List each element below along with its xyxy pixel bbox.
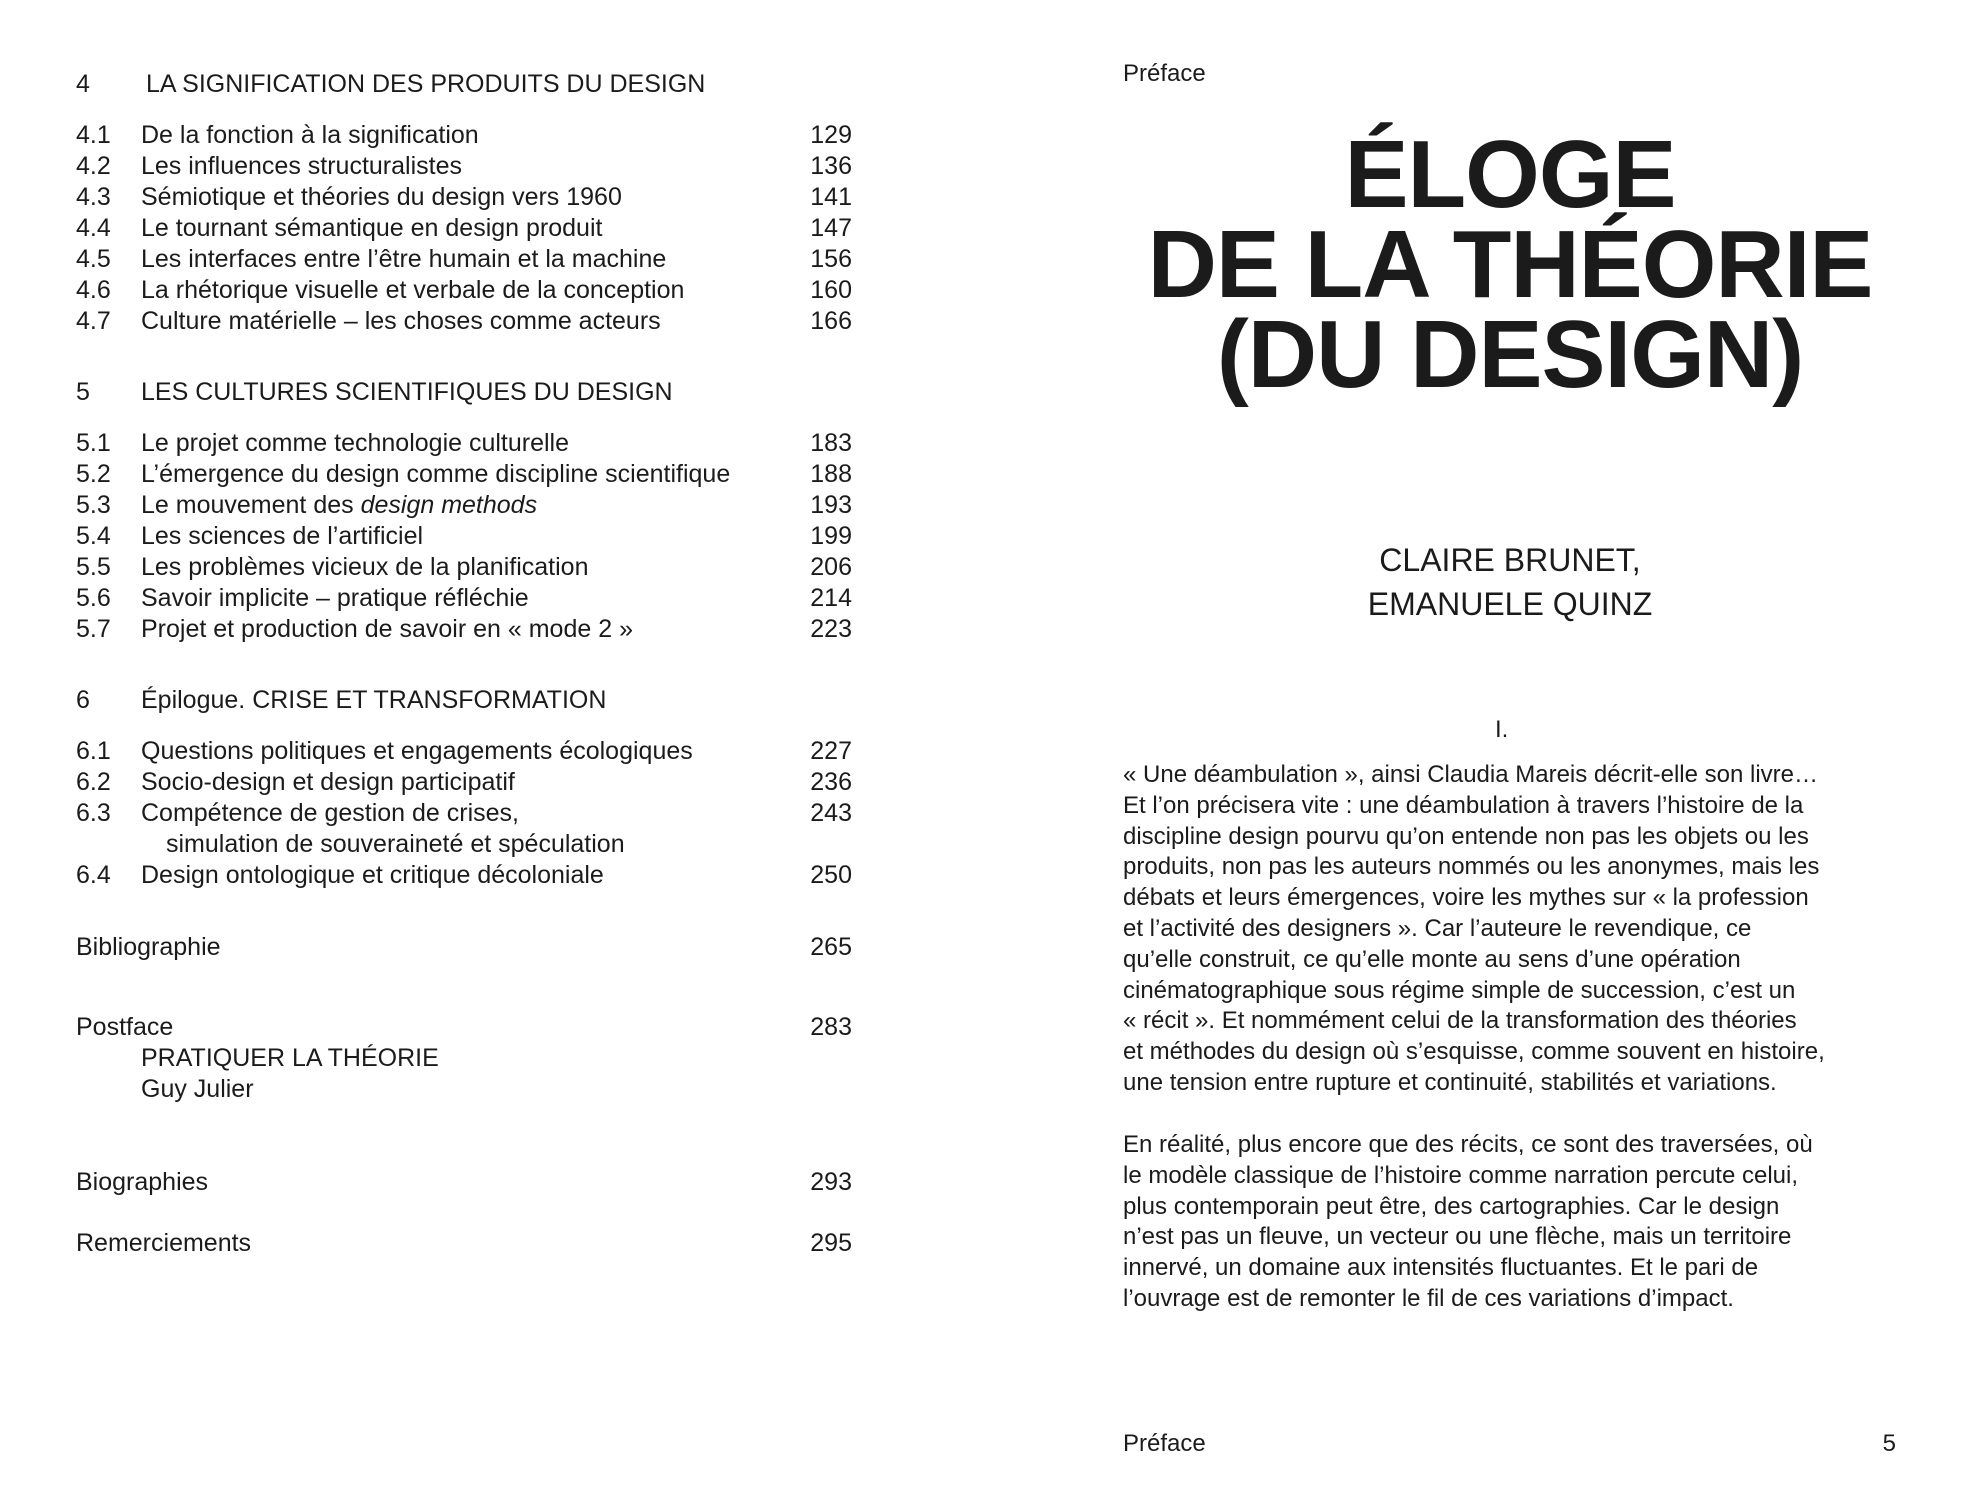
toc-entry-title: L’émergence du design comme discipline scientifique <box>141 460 731 488</box>
toc-entry-number: 5.5 <box>76 553 111 581</box>
toc-entry-number: 4.5 <box>76 245 111 273</box>
chapter-number: 4 <box>76 70 90 98</box>
text-line: le modèle classique de l’histoire comme narration percute celui, <box>1123 1161 1798 1189</box>
toc-entry-page: 265 <box>810 933 852 961</box>
toc-entry-number: 5.1 <box>76 429 111 457</box>
paragraph-2 <box>1123 1130 1893 1315</box>
toc-entry-title: Les interfaces entre l’être humain et la machine <box>141 245 667 273</box>
paragraph-1 <box>1123 760 1893 1099</box>
toc-entry-page: 206 <box>810 553 852 581</box>
toc-entry-page: 156 <box>810 245 852 273</box>
toc-entry-title: Le projet comme technologie culturelle <box>141 429 570 457</box>
toc-entry-subtitle: PRATIQUER LA THÉORIE <box>141 1044 439 1072</box>
text-line: En réalité, plus encore que des récits, ce sont des traversées, où <box>1123 1131 1813 1158</box>
toc-entry-title: Les sciences de l’artificiel <box>141 522 424 550</box>
text-line: une tension entre rupture et continuité, stabilités et variations. <box>1123 1068 1777 1096</box>
text-line: et l’activité des designers ». Car l’auteure le revendique, ce <box>1123 914 1752 942</box>
toc-entry-title: Les problèmes vicieux de la planification <box>141 553 589 581</box>
toc-entry-number: 4.4 <box>76 214 111 242</box>
toc-entry-page: 227 <box>810 737 852 765</box>
toc-entry-page: 283 <box>810 1013 852 1041</box>
toc-entry-title: Questions politiques et engagements écologiques <box>141 737 693 765</box>
toc-entry-number: 4.7 <box>76 307 111 335</box>
toc-entry-page: 223 <box>810 615 852 643</box>
toc-entry-page: 141 <box>810 183 852 211</box>
page-number: 5 <box>1882 1430 1896 1457</box>
page-title <box>1120 121 1900 408</box>
toc-entry-number: 5.7 <box>76 615 111 643</box>
toc-entry-page: 236 <box>810 768 852 796</box>
toc-entry-title: Remerciements <box>76 1229 252 1257</box>
toc-entry-title-continuation: simulation de souveraineté et spéculation <box>166 830 625 858</box>
chapter-title: LA SIGNIFICATION DES PRODUITS DU DESIGN <box>146 70 706 98</box>
toc-entry-page: 199 <box>810 522 852 550</box>
authors <box>1120 538 1900 626</box>
toc-entry-title: Culture matérielle – les choses comme acteurs <box>141 307 661 335</box>
text-line: débats et leurs émergences, voire les mythes sur « la profession <box>1123 884 1809 912</box>
toc-entry-number: 4.1 <box>76 121 111 149</box>
toc-entry-page: 129 <box>810 121 852 149</box>
toc-entry-number: 5.2 <box>76 460 111 488</box>
toc-entry-page: 214 <box>810 584 852 612</box>
toc-entry-title <box>141 490 537 521</box>
toc-entry-title: Le tournant sémantique en design produit <box>141 214 603 242</box>
chapter-number: 5 <box>76 378 90 406</box>
author-line: EMANUELE QUINZ <box>1367 586 1653 622</box>
running-header: Préface <box>1123 60 1206 87</box>
toc-entry-number: 5.6 <box>76 584 111 612</box>
toc-entry-number: 6.3 <box>76 799 111 827</box>
toc-entry-number: 5.4 <box>76 522 111 550</box>
toc-entry-number: 5.3 <box>76 491 111 519</box>
toc-entry-page: 250 <box>810 861 852 889</box>
chapter-number: 6 <box>76 686 90 714</box>
toc-entry-page: 183 <box>810 429 852 457</box>
toc-entry-page: 295 <box>810 1229 852 1257</box>
toc-entry-title: Postface <box>76 1013 174 1041</box>
toc-entry-number: 4.6 <box>76 276 111 304</box>
toc-entry-number: 4.2 <box>76 152 111 180</box>
text-line: « Une déambulation », ainsi Claudia Mareis décrit-elle son livre… <box>1123 761 1819 788</box>
toc-entry-title: Biographies <box>76 1168 209 1196</box>
toc-entry-page: 243 <box>810 799 852 827</box>
toc-entry-page: 160 <box>810 276 852 304</box>
toc-entry-page: 147 <box>810 214 852 242</box>
toc-entry-title: De la fonction à la signification <box>141 121 479 149</box>
toc-entry-author: Guy Julier <box>141 1075 254 1103</box>
text-line: l’ouvrage est de remonter le fil de ces variations d’impact. <box>1123 1284 1734 1312</box>
text-line: n’est pas un fleuve, un vecteur ou une flèche, mais un territoire <box>1123 1223 1792 1251</box>
author-line: CLAIRE BRUNET, <box>1379 542 1641 578</box>
toc-entry-number: 6.4 <box>76 861 111 889</box>
toc-entry-number: 6.1 <box>76 737 111 765</box>
chapter-title: LES CULTURES SCIENTIFIQUES DU DESIGN <box>141 378 673 406</box>
text-line: qu’elle construit, ce qu’elle monte au sens d’une opération <box>1123 945 1741 973</box>
text-line: produits, non pas les auteurs nommés ou les anonymes, mais les <box>1123 853 1820 881</box>
toc-entry-title: Projet et production de savoir en « mode 2 » <box>141 615 633 643</box>
text-line: plus contemporain peut être, des cartographies. Car le design <box>1123 1192 1780 1220</box>
toc-entry-title: Compétence de gestion de crises, <box>141 799 519 827</box>
toc-entry-page: 136 <box>810 152 852 180</box>
toc-entry-title: Les influences structuralistes <box>141 152 462 180</box>
title-line: DE LA THÉORIE <box>1147 211 1873 318</box>
toc-entry-number: 4.3 <box>76 183 111 211</box>
text-line: innervé, un domaine aux intensités fluctuantes. Et le pari de <box>1123 1254 1759 1282</box>
section-marker: I. <box>1495 716 1509 743</box>
text-line: discipline design pourvu qu’on entende non pas les objets ou les <box>1123 822 1809 850</box>
toc-entry-title: Socio-design et design participatif <box>141 768 515 796</box>
toc-entry-number: 6.2 <box>76 768 111 796</box>
toc-entry-page: 166 <box>810 307 852 335</box>
toc-entry-title: Sémiotique et théories du design vers 1960 <box>141 183 622 211</box>
toc-entry-title-italic: design methods <box>360 491 538 519</box>
toc-entry-title: Savoir implicite – pratique réfléchie <box>141 584 529 612</box>
title-line: (DU DESIGN) <box>1216 301 1804 408</box>
toc-entry-page: 293 <box>810 1168 852 1196</box>
text-line: et méthodes du design où s’esquisse, comme souvent en histoire, <box>1123 1038 1825 1066</box>
toc-entry-title: La rhétorique visuelle et verbale de la conception <box>141 276 685 304</box>
chapter-title: Épilogue. CRISE ET TRANSFORMATION <box>141 686 607 714</box>
toc-entry-title-roman: Le mouvement des <box>141 491 361 519</box>
toc-entry-page: 193 <box>810 491 852 519</box>
toc-entry-title: Bibliographie <box>76 933 221 961</box>
title-line: ÉLOGE <box>1344 121 1676 228</box>
running-footer: Préface <box>1123 1430 1206 1457</box>
toc-entry-title: Design ontologique et critique décoloniale <box>141 861 604 889</box>
text-line: « récit ». Et nommément celui de la transformation des théories <box>1123 1007 1797 1035</box>
text-line: Et l’on précisera vite : une déambulation à travers l’histoire de la <box>1123 791 1804 819</box>
text-line: cinématographique sous régime simple de succession, c’est un <box>1123 976 1796 1004</box>
toc-entry-page: 188 <box>810 460 852 488</box>
